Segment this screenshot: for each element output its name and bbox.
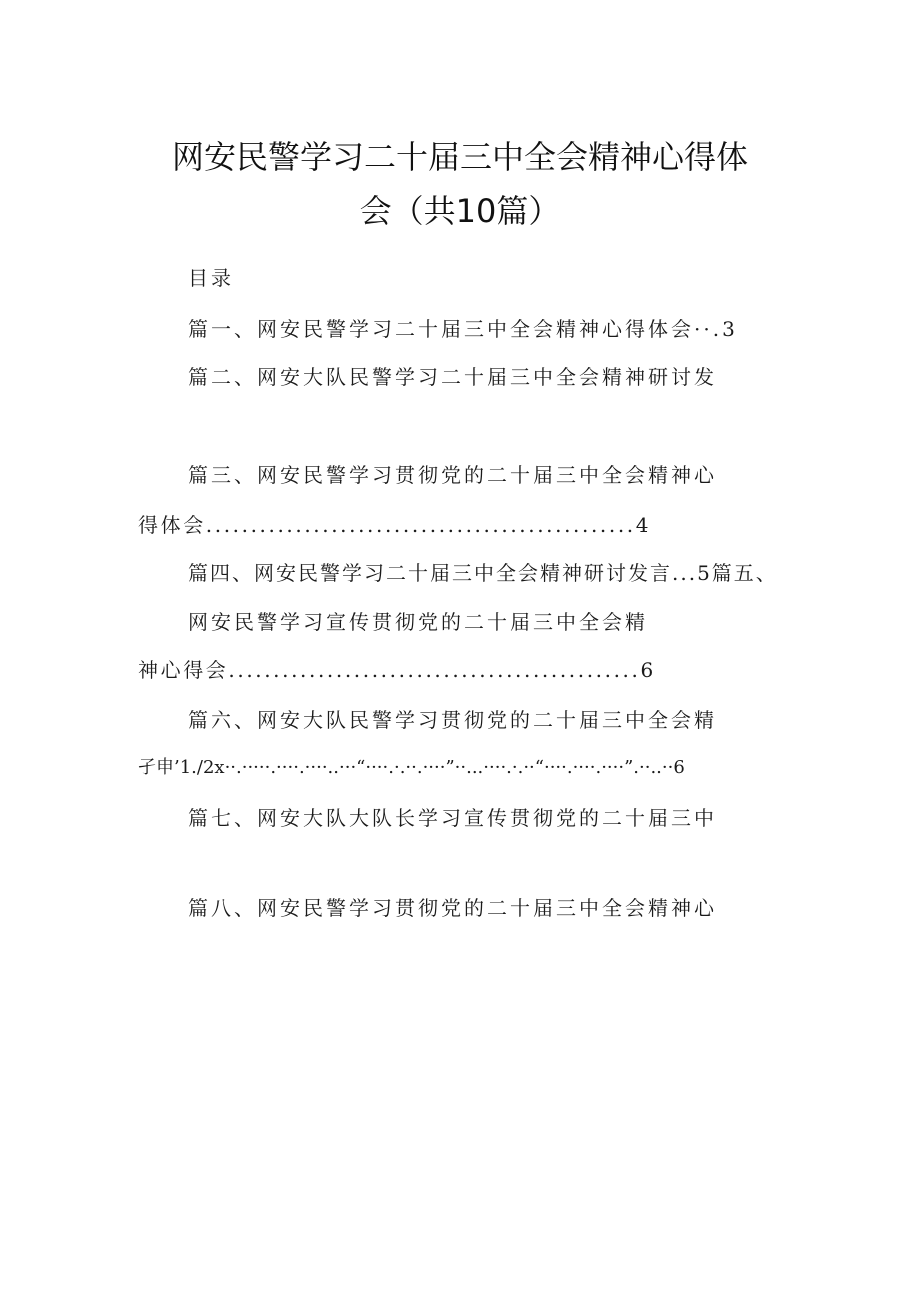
- toc-entry-7: 篇七、网安大队大队长学习宣传贯彻党的二十届三中: [188, 806, 717, 830]
- toc-entry-4: 篇四、网安民警学习二十届三中全会精神研讨发言...5篇五、: [188, 561, 778, 585]
- toc-entry-2: 篇二、网安大队民警学习二十届三中全会精神研讨发: [188, 365, 717, 389]
- toc-heading: 目录: [188, 266, 234, 290]
- toc-entry-5: 网安民警学习宣传贯彻党的二十届三中全会精: [188, 610, 648, 634]
- toc-entry-5-continued: 神心得会..............................................6: [138, 658, 656, 682]
- toc-entry-3-continued: 得体会................................................4: [138, 513, 652, 537]
- toc-entry-3: 篇三、网安民警学习贯彻党的二十届三中全会精神心: [188, 463, 717, 487]
- toc-entry-8: 篇八、网安民警学习贯彻党的二十届三中全会精神心: [188, 896, 717, 920]
- toc-entry-6-continued: 孑申’1./2x··.·····.····.····..···“····.·.··.····”··...····.·.··“····.····.····”.··..··6: [138, 757, 685, 778]
- toc-entry-6: 篇六、网安大队民警学习贯彻党的二十届三中全会精: [188, 708, 717, 732]
- toc-entry-1: 篇一、网安民警学习二十届三中全会精神心得体会··.3: [188, 317, 738, 341]
- document-title-line-1: 网安民警学习二十届三中全会精神心得体: [171, 138, 748, 176]
- document-title-line-2: 会（共10篇）: [359, 192, 561, 230]
